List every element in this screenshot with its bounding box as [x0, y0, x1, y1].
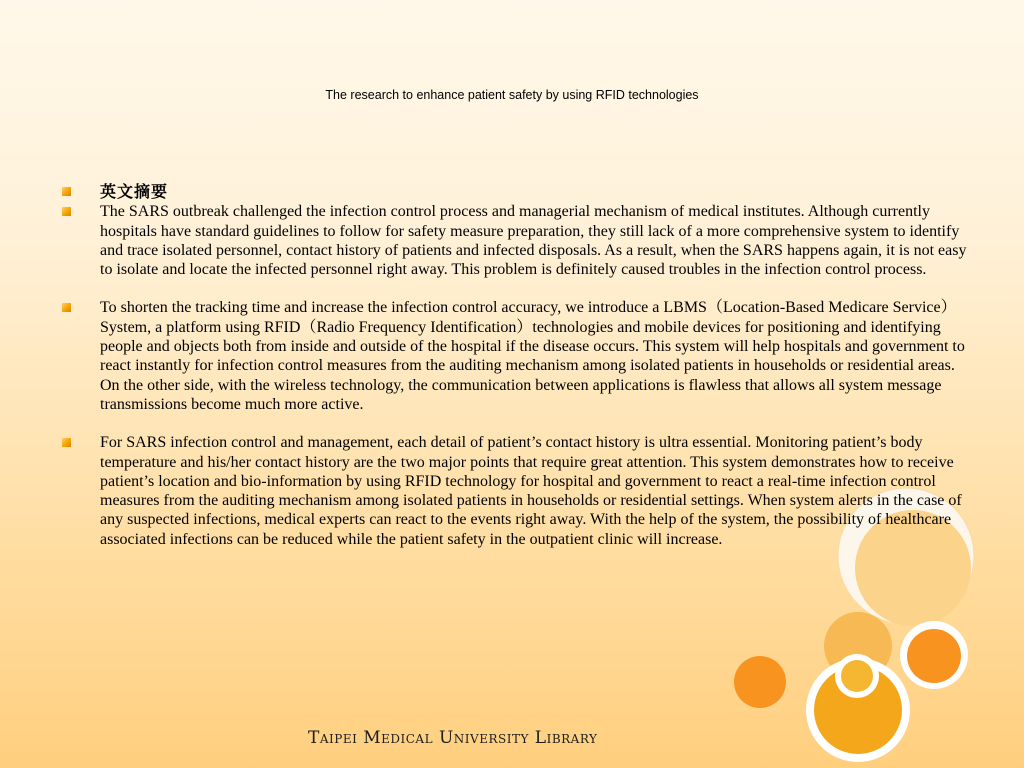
- bullet-marker-icon: [62, 303, 71, 312]
- bullet-marker-icon: [62, 187, 71, 196]
- bullet-marker-icon: [62, 438, 71, 447]
- bullet-text: The SARS outbreak challenged the infection control process and managerial mechanism of medical institutes. Although currently hospitals have standard guidelines to follow for safety measure preparation, they still lack of a more comprehensive system to identify and trace isolated personnel, contact history of patients and infected disposals. As a result, when the SARS happens again, it is not easy to isolate and locate the infected personnel right away. This problem is definitely caused troubles in the infection control process.: [100, 203, 967, 279]
- circle-orange-right: [907, 629, 961, 683]
- circle-orange-left: [734, 656, 786, 708]
- bullet-heading: 英文摘要: [100, 182, 169, 201]
- circle-gold-dot: [841, 660, 873, 692]
- bullet-item: [62, 182, 968, 202]
- bullet-item: [62, 202, 968, 279]
- bullet-list: [62, 182, 968, 549]
- footer-library-name: Taipei Medical University Library: [308, 728, 598, 748]
- bullet-item: [62, 298, 968, 414]
- slide-title: The research to enhance patient safety by using RFID technologies: [325, 88, 699, 102]
- bullet-text: For SARS infection control and management, each detail of patient’s contact history is ultra essential. Monitoring patient’s body temperature and his/her contact history are the two major points that require great attention. This system demonstrates how to receive patient’s location and bio-information by using RFID technology for hospital and government to react a real-time infection control measures from the auditing mechanism among isolated patients in households or residential settings. When system alerts in the case of any suspected infections, medical experts can react to the events right away. With the help of the system, the possibility of healthcare associated infections can be reduced while the patient safety in the outpatient clinic will increase.: [100, 434, 962, 548]
- bullet-item: [62, 433, 968, 549]
- bullet-marker-icon: [62, 207, 71, 216]
- bullet-text: To shorten the tracking time and increase the infection control accuracy, we introduce a LBMS（Location-Based Medicare Service）System, a platform using RFID（Radio Frequency Identification）technologies and mobile devices for positioning and identifying people and objects both from inside and outside of the hospital if the disease occurs. This system will help hospitals and government to react instantly for infection control measures from the auditing mechanism among isolated patients in households or residential areas. On the other side, with the wireless technology, the communication between applications is flawless that allows all system message transmissions become much more active.: [100, 299, 965, 413]
